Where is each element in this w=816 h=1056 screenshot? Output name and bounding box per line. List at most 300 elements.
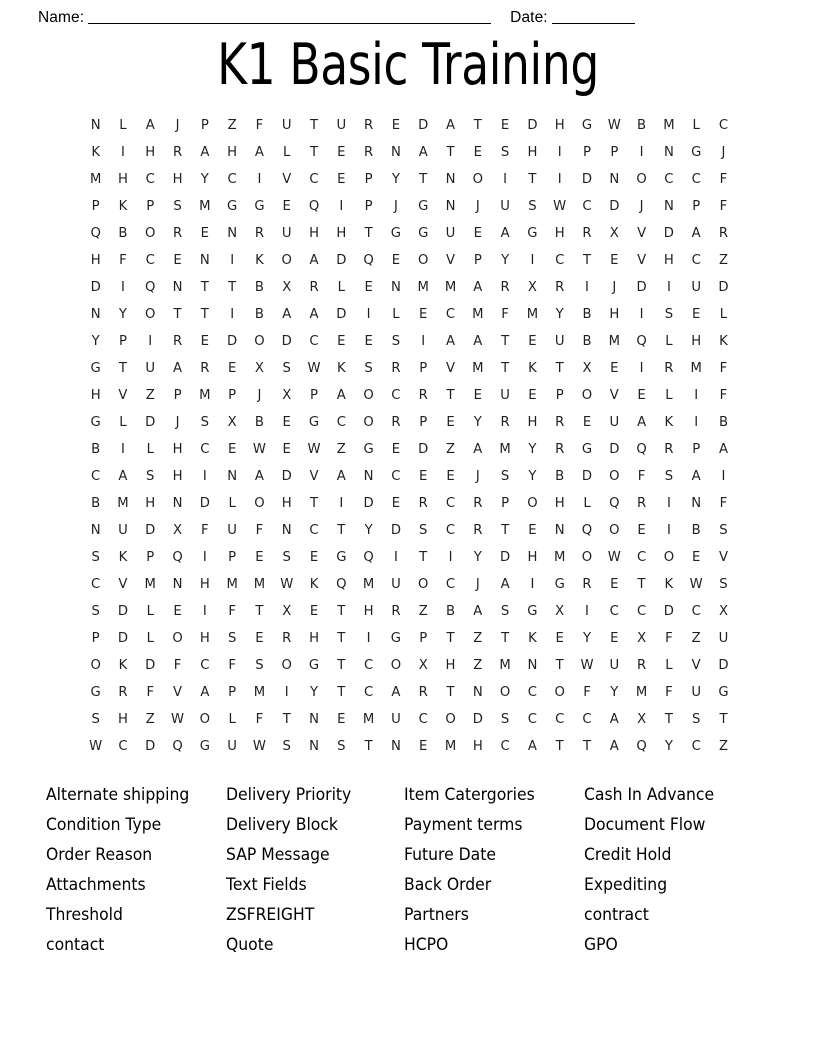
grid-cell[interactable]: I [585,280,589,295]
grid-cell[interactable]: H [554,226,565,241]
grid-cell[interactable]: F [228,604,236,619]
grid-cell[interactable]: G [554,577,565,592]
grid-cell[interactable]: F [719,388,728,403]
grid-cell[interactable]: O [581,388,593,403]
grid-cell[interactable]: Y [118,307,127,322]
grid-cell[interactable]: S [337,739,346,754]
grid-cell[interactable]: H [117,712,128,727]
grid-cell[interactable]: X [282,604,292,619]
grid-cell[interactable]: I [530,253,535,268]
grid-cell[interactable]: N [90,523,101,538]
grid-cell[interactable]: R [418,685,428,700]
grid-cell[interactable]: I [557,172,562,187]
grid-cell[interactable]: S [419,523,428,538]
grid-cell[interactable]: A [391,685,401,700]
grid-cell[interactable]: C [609,604,619,619]
grid-cell[interactable]: X [527,280,537,295]
grid-cell[interactable]: V [173,685,183,700]
grid-cell[interactable]: G [691,145,702,160]
grid-cell[interactable]: G [90,685,101,700]
grid-cell[interactable]: A [336,388,346,403]
grid-cell[interactable]: S [282,739,291,754]
grid-cell[interactable]: I [202,604,207,619]
grid-cell[interactable]: Q [636,739,647,754]
grid-cell[interactable]: C [91,577,101,592]
grid-cell[interactable]: U [500,199,510,214]
grid-cell[interactable]: C [555,712,565,727]
grid-cell[interactable]: N [609,172,620,187]
grid-cell[interactable]: U [554,334,565,349]
grid-cell[interactable]: M [554,550,566,565]
grid-cell[interactable]: P [555,388,564,403]
grid-cell[interactable]: S [173,199,182,214]
grid-cell[interactable]: R [200,361,210,376]
grid-cell[interactable]: W [580,658,594,673]
word-list-item[interactable]: contract [584,904,649,924]
grid-cell[interactable]: E [391,442,401,457]
grid-cell[interactable]: L [119,415,127,430]
grid-cell[interactable]: G [718,685,729,700]
grid-cell[interactable]: A [691,469,701,484]
grid-cell[interactable]: K [118,658,128,673]
grid-cell[interactable]: K [309,577,319,592]
grid-cell[interactable]: I [666,496,671,511]
grid-cell[interactable]: E [419,739,428,754]
grid-cell[interactable]: K [664,577,674,592]
grid-cell[interactable]: A [445,334,456,349]
grid-cell[interactable]: T [501,361,510,376]
grid-cell[interactable]: X [637,712,647,727]
grid-cell[interactable]: N [390,145,401,160]
grid-cell[interactable]: F [583,685,591,700]
name-write-in-line[interactable] [88,23,491,24]
grid-cell[interactable]: O [145,226,156,241]
grid-cell[interactable]: V [118,577,128,592]
grid-cell[interactable]: E [173,253,182,268]
grid-cell[interactable]: D [581,172,593,187]
grid-cell[interactable]: A [445,118,456,133]
grid-cell[interactable]: R [254,226,265,241]
grid-cell[interactable]: S [500,712,510,727]
grid-cell[interactable]: Y [91,334,100,349]
word-list-item[interactable]: Delivery Priority [226,784,352,804]
grid-cell[interactable]: Q [90,226,101,241]
grid-cell[interactable]: R [172,226,183,241]
grid-cell[interactable]: Q [363,253,374,268]
grid-cell[interactable]: V [637,253,647,268]
grid-cell[interactable]: E [364,334,373,349]
word-list-item[interactable]: Quote [226,934,274,954]
grid-cell[interactable]: Z [473,658,483,673]
grid-cell[interactable]: V [282,172,292,187]
grid-cell[interactable]: J [175,118,180,133]
grid-cell[interactable]: H [145,496,156,511]
grid-cell[interactable]: X [173,523,183,538]
grid-cell[interactable]: A [254,469,264,484]
grid-cell[interactable]: B [637,118,647,133]
grid-cell[interactable]: L [119,118,127,133]
grid-cell[interactable]: R [418,496,428,511]
grid-cell[interactable]: D [227,334,238,349]
grid-cell[interactable]: I [366,631,371,646]
grid-cell[interactable]: M [635,685,648,700]
grid-cell[interactable]: N [390,280,401,295]
grid-cell[interactable]: R [473,496,483,511]
grid-cell[interactable]: G [227,199,238,214]
grid-cell[interactable]: T [173,307,182,322]
grid-cell[interactable]: S [500,145,510,160]
grid-cell[interactable]: M [199,388,211,403]
grid-cell[interactable]: B [718,415,728,430]
grid-cell[interactable]: U [227,739,237,754]
grid-cell[interactable]: M [526,307,539,322]
grid-cell[interactable]: D [609,199,620,214]
grid-cell[interactable]: X [718,604,728,619]
grid-cell[interactable]: M [362,577,375,592]
grid-cell[interactable]: M [499,442,511,457]
grid-cell[interactable]: I [448,550,453,565]
grid-cell[interactable]: O [172,631,183,646]
grid-cell[interactable]: Y [364,523,373,538]
grid-cell[interactable]: T [337,604,346,619]
word-list-item[interactable]: Text Fields [226,874,307,894]
grid-cell[interactable]: G [363,442,374,457]
grid-cell[interactable]: G [308,658,320,673]
grid-cell[interactable]: W [307,361,321,376]
grid-cell[interactable]: N [199,253,210,268]
grid-cell[interactable]: Q [172,739,183,754]
grid-cell[interactable]: L [146,604,154,619]
grid-cell[interactable]: L [665,658,673,673]
grid-cell[interactable]: R [664,442,674,457]
grid-cell[interactable]: E [337,334,346,349]
grid-cell[interactable]: W [252,442,266,457]
grid-cell[interactable]: N [309,739,319,754]
grid-cell[interactable]: F [228,658,236,673]
grid-cell[interactable]: P [473,253,482,268]
grid-cell[interactable]: U [227,523,237,538]
grid-cell[interactable]: Q [145,280,156,295]
grid-cell[interactable]: D [117,631,129,646]
grid-cell[interactable]: T [555,361,564,376]
grid-cell[interactable]: D [363,496,374,511]
grid-cell[interactable]: I [530,577,535,592]
grid-cell[interactable]: X [637,631,647,646]
grid-cell[interactable]: A [200,145,210,160]
grid-cell[interactable]: G [199,739,210,754]
grid-cell[interactable]: U [500,388,510,403]
grid-cell[interactable]: D [117,604,129,619]
grid-cell[interactable]: K [118,550,128,565]
grid-cell[interactable]: T [337,685,346,700]
grid-cell[interactable]: S [255,658,264,673]
grid-cell[interactable]: E [173,604,182,619]
grid-cell[interactable]: O [390,658,402,673]
grid-cell[interactable]: B [254,280,264,295]
grid-cell[interactable]: P [364,199,373,214]
grid-cell[interactable]: P [364,172,373,187]
grid-cell[interactable]: V [118,388,128,403]
grid-cell[interactable]: M [89,172,102,187]
grid-cell[interactable]: W [89,739,103,754]
grid-cell[interactable]: C [200,658,210,673]
grid-cell[interactable]: Y [528,469,537,484]
grid-cell[interactable]: C [418,712,428,727]
grid-cell[interactable]: Y [610,685,619,700]
grid-cell[interactable]: T [501,334,510,349]
grid-cell[interactable]: N [172,496,183,511]
grid-cell[interactable]: C [309,334,319,349]
grid-cell[interactable]: F [719,172,728,187]
grid-cell[interactable]: C [445,523,456,538]
grid-cell[interactable]: D [336,253,347,268]
grid-cell[interactable]: R [555,280,565,295]
grid-cell[interactable]: G [390,226,402,241]
grid-cell[interactable]: H [172,172,183,187]
grid-cell[interactable]: G [390,631,402,646]
grid-cell[interactable]: D [281,334,292,349]
grid-cell[interactable]: I [694,388,699,403]
grid-cell[interactable]: I [202,550,207,565]
grid-cell[interactable]: E [255,550,264,565]
grid-cell[interactable]: O [554,685,565,700]
grid-cell[interactable]: T [446,631,455,646]
grid-cell[interactable]: Z [418,604,428,619]
grid-cell[interactable]: X [609,226,619,241]
grid-cell[interactable]: H [199,577,210,592]
grid-cell[interactable]: T [309,145,319,160]
grid-cell[interactable]: N [90,307,101,322]
grid-cell[interactable]: I [121,280,125,295]
grid-cell[interactable]: O [254,496,265,511]
grid-cell[interactable]: H [309,226,319,241]
grid-cell[interactable]: X [282,388,292,403]
grid-cell[interactable]: H [663,253,674,268]
grid-cell[interactable]: D [663,604,674,619]
grid-cell[interactable]: F [146,685,155,700]
grid-cell[interactable]: L [583,496,591,511]
word-list-item[interactable]: contact [46,934,105,954]
grid-cell[interactable]: F [173,658,182,673]
grid-cell[interactable]: S [91,712,100,727]
grid-cell[interactable]: T [309,496,319,511]
grid-cell[interactable]: A [173,361,183,376]
grid-cell[interactable]: L [692,118,700,133]
grid-cell[interactable]: F [719,361,728,376]
grid-cell[interactable]: E [528,334,537,349]
grid-cell[interactable]: O [472,172,483,187]
grid-cell[interactable]: E [446,415,455,430]
grid-cell[interactable]: Z [473,631,483,646]
grid-cell[interactable]: A [500,226,510,241]
grid-cell[interactable]: T [419,172,428,187]
grid-cell[interactable]: E [610,577,619,592]
grid-cell[interactable]: N [663,145,674,160]
grid-cell[interactable]: C [227,172,237,187]
grid-cell[interactable]: X [227,415,237,430]
grid-cell[interactable]: N [363,469,374,484]
grid-cell[interactable]: J [257,388,262,403]
grid-cell[interactable]: D [145,739,156,754]
grid-cell[interactable]: J [475,469,480,484]
grid-cell[interactable]: C [364,685,374,700]
grid-cell[interactable]: I [284,685,289,700]
grid-cell[interactable]: A [309,253,319,268]
grid-cell[interactable]: I [503,172,508,187]
grid-cell[interactable]: H [145,145,156,160]
grid-cell[interactable]: G [90,361,101,376]
grid-cell[interactable]: O [363,415,374,430]
grid-cell[interactable]: D [581,469,593,484]
word-list-item[interactable]: Expediting [584,874,668,894]
grid-cell[interactable]: T [501,631,510,646]
grid-cell[interactable]: E [282,199,291,214]
grid-cell[interactable]: F [119,253,127,268]
word-search-grid[interactable] [82,112,736,760]
grid-cell[interactable]: G [418,226,429,241]
grid-cell[interactable]: I [393,550,398,565]
word-list-item[interactable]: Credit Hold [584,844,672,864]
grid-cell[interactable]: H [336,226,347,241]
grid-cell[interactable]: T [228,280,237,295]
grid-cell[interactable]: D [418,118,429,133]
grid-cell[interactable]: A [145,118,155,133]
grid-cell[interactable]: B [555,469,565,484]
grid-cell[interactable]: E [473,145,482,160]
grid-cell[interactable]: Z [227,118,237,133]
grid-cell[interactable]: E [282,442,291,457]
grid-cell[interactable]: C [718,118,729,133]
grid-cell[interactable]: I [421,334,426,349]
grid-cell[interactable]: K [118,199,128,214]
grid-cell[interactable]: P [583,145,591,160]
grid-cell[interactable]: G [418,199,429,214]
grid-cell[interactable]: M [472,361,484,376]
grid-cell[interactable]: H [554,496,565,511]
grid-cell[interactable]: Y [473,415,482,430]
grid-cell[interactable]: Y [582,631,592,646]
grid-cell[interactable]: L [228,496,236,511]
grid-cell[interactable]: E [309,550,319,565]
grid-cell[interactable]: I [585,604,589,619]
grid-cell[interactable]: E [582,415,592,430]
grid-cell[interactable]: R [172,334,183,349]
grid-cell[interactable]: A [336,469,346,484]
grid-cell[interactable]: O [90,658,101,673]
grid-cell[interactable]: O [609,469,620,484]
grid-cell[interactable]: O [418,253,429,268]
grid-cell[interactable]: R [172,145,183,160]
grid-cell[interactable]: E [473,226,482,241]
grid-cell[interactable]: M [663,118,675,133]
grid-cell[interactable]: T [446,685,455,700]
grid-cell[interactable]: E [473,388,482,403]
grid-cell[interactable]: X [254,361,264,376]
grid-cell[interactable]: E [391,118,401,133]
grid-cell[interactable]: R [500,280,510,295]
grid-cell[interactable]: L [392,307,400,322]
grid-cell[interactable]: Y [501,253,510,268]
grid-cell[interactable]: Y [391,172,400,187]
grid-cell[interactable]: N [281,523,292,538]
grid-cell[interactable]: N [90,118,101,133]
grid-cell[interactable]: H [554,118,565,133]
grid-cell[interactable]: E [282,415,291,430]
grid-cell[interactable]: I [557,145,562,160]
grid-cell[interactable]: Y [664,739,673,754]
grid-cell[interactable]: M [444,280,457,295]
grid-cell[interactable]: H [90,388,101,403]
grid-cell[interactable]: Q [172,550,183,565]
grid-cell[interactable]: T [582,253,592,268]
grid-cell[interactable]: L [146,442,154,457]
grid-cell[interactable]: O [636,172,647,187]
grid-cell[interactable]: T [473,118,482,133]
grid-cell[interactable]: D [418,442,429,457]
grid-cell[interactable]: E [337,712,346,727]
grid-cell[interactable]: I [639,361,644,376]
grid-cell[interactable]: E [610,253,619,268]
grid-cell[interactable]: D [145,523,156,538]
grid-cell[interactable]: Q [636,334,647,349]
grid-cell[interactable]: T [337,523,346,538]
grid-cell[interactable]: I [230,253,235,268]
grid-cell[interactable]: U [145,361,156,376]
grid-cell[interactable]: H [609,307,620,322]
grid-cell[interactable]: D [636,280,647,295]
grid-cell[interactable]: B [445,604,456,619]
grid-cell[interactable]: I [666,280,671,295]
grid-cell[interactable]: H [227,145,238,160]
grid-cell[interactable]: O [254,334,265,349]
grid-cell[interactable]: A [637,415,647,430]
grid-cell[interactable]: R [582,226,592,241]
grid-cell[interactable]: I [694,415,699,430]
grid-cell[interactable]: S [282,361,291,376]
grid-cell[interactable]: C [664,172,674,187]
grid-cell[interactable]: L [665,334,673,349]
grid-cell[interactable]: S [500,604,510,619]
grid-cell[interactable]: I [366,307,371,322]
grid-cell[interactable]: P [146,199,155,214]
grid-cell[interactable]: T [200,280,209,295]
grid-cell[interactable]: T [337,658,346,673]
grid-cell[interactable]: P [228,685,237,700]
grid-cell[interactable]: P [228,388,237,403]
grid-cell[interactable]: I [202,469,207,484]
grid-cell[interactable]: E [391,253,401,268]
grid-cell[interactable]: W [252,739,266,754]
grid-cell[interactable]: X [555,604,565,619]
grid-cell[interactable]: E [419,307,428,322]
grid-cell[interactable]: U [281,118,292,133]
grid-cell[interactable]: H [199,631,210,646]
grid-cell[interactable]: T [501,523,510,538]
grid-cell[interactable]: M [499,658,511,673]
grid-cell[interactable]: P [200,118,209,133]
grid-cell[interactable]: C [391,388,401,403]
grid-cell[interactable]: M [472,307,484,322]
grid-cell[interactable]: J [393,199,398,214]
grid-cell[interactable]: E [528,523,537,538]
grid-cell[interactable]: D [199,496,210,511]
grid-cell[interactable]: A [609,739,619,754]
grid-cell[interactable]: S [91,604,100,619]
grid-cell[interactable]: S [364,361,373,376]
word-list-item[interactable]: Threshold [46,904,123,924]
grid-cell[interactable]: C [145,253,155,268]
grid-cell[interactable]: P [173,388,182,403]
